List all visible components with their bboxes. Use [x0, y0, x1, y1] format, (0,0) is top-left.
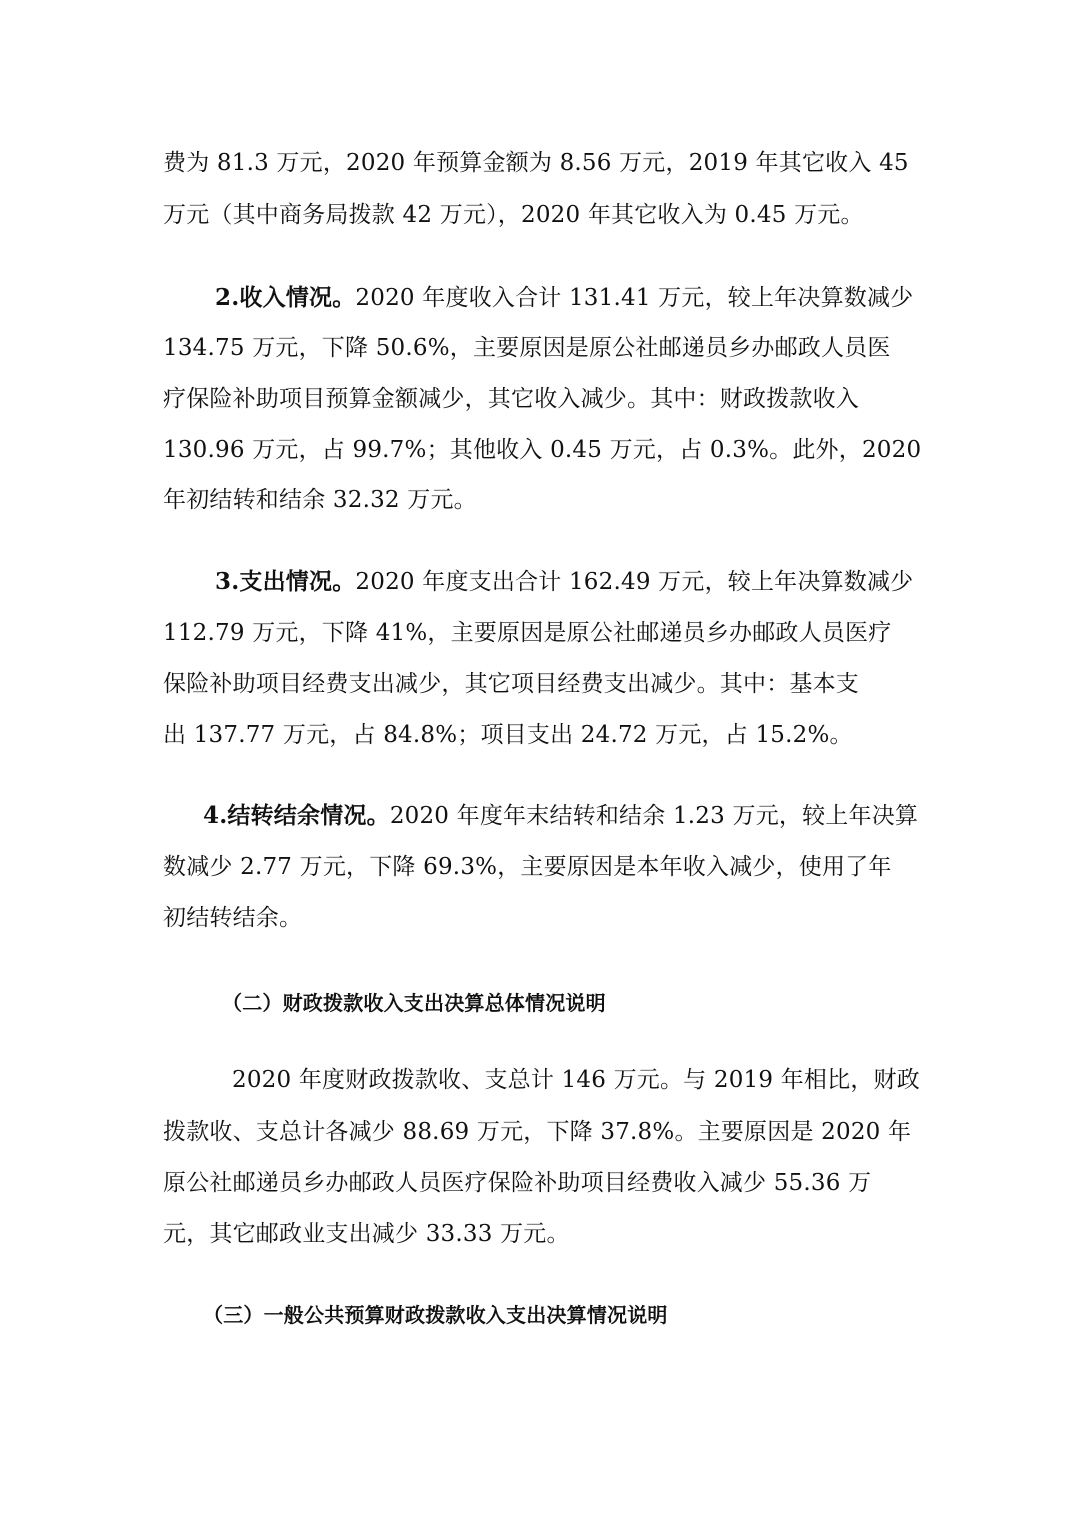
fiscal-line-1: 2020 年度财政拨款收、支总计 146 万元。与 2019 年相比，财政 — [232, 1067, 920, 1093]
fiscal-line-2: 拨款收、支总计各减少 88.69 万元，下降 37.8%。主要原因是 2020 年 — [163, 1119, 912, 1145]
income-text: 2020 年度收入合计 131.41 万元，较上年决算数减少 — [355, 285, 914, 311]
fiscal-line-4: 元，其它邮政业支出减少 33.33 万元。 — [163, 1221, 570, 1247]
balance-text: 2020 年度年末结转和结余 1.23 万元，较上年决算 — [389, 803, 919, 829]
expense-label: 3.支出情况。 — [215, 568, 356, 595]
income-line-1 — [215, 283, 913, 313]
intro-line-2: 万元（其中商务局拨款 42 万元），2020 年其它收入为 0.45 万元。 — [163, 202, 864, 228]
section-heading-2: （二）财政拨款收入支出决算总体情况说明 — [222, 991, 606, 1015]
expense-line-2: 112.79 万元，下降 41%，主要原因是原公社邮递员乡办邮政人员医疗 — [163, 620, 892, 646]
fiscal-line-3: 原公社邮递员乡办邮政人员医疗保险补助项目经费收入减少 55.36 万 — [163, 1170, 872, 1196]
balance-line-1 — [203, 801, 918, 831]
income-line-4: 130.96 万元，占 99.7%；其他收入 0.45 万元，占 0.3%。此外，2020 — [163, 437, 922, 463]
balance-line-3: 初结转结余。 — [163, 905, 303, 931]
income-line-3: 疗保险补助项目预算金额减少，其它收入减少。其中：财政拨款收入 — [163, 386, 859, 412]
balance-line-2: 数减少 2.77 万元，下降 69.3%，主要原因是本年收入减少，使用了年 — [163, 854, 892, 880]
section-heading-3: （三）一般公共预算财政拨款收入支出决算情况说明 — [203, 1303, 668, 1327]
expense-line-3: 保险补助项目经费支出减少，其它项目经费支出减少。其中：基本支 — [163, 671, 859, 697]
income-line-5: 年初结转和结余 32.32 万元。 — [163, 487, 477, 513]
income-label: 2.收入情况。 — [215, 284, 356, 311]
balance-label: 4.结转结余情况。 — [203, 802, 390, 829]
income-line-2: 134.75 万元，下降 50.6%，主要原因是原公社邮递员乡办邮政人员医 — [163, 335, 891, 361]
expense-line-4: 出 137.77 万元，占 84.8%；项目支出 24.72 万元，占 15.2%。 — [163, 722, 853, 748]
expense-text: 2020 年度支出合计 162.49 万元，较上年决算数减少 — [355, 569, 914, 595]
expense-line-1 — [215, 567, 913, 597]
intro-line-1: 费为 81.3 万元，2020 年预算金额为 8.56 万元，2019 年其它收入 45 — [163, 150, 909, 176]
